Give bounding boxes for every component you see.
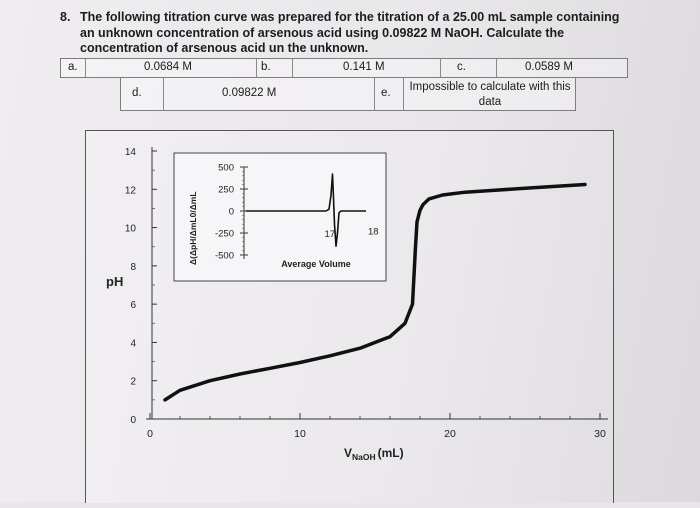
options-row-2	[120, 77, 576, 111]
question-text: The following titration curve was prepared for the titration of a 25.00 mL sample containing an unknown concentration of arsenous acid using 0.09822 M NaOH. Calculate the concentration of arsenous acid un the unknown.	[80, 10, 620, 55]
option-c-label: c.	[457, 61, 466, 73]
option-d-value-cell	[164, 78, 375, 110]
inset-y-tick-label: 250	[218, 184, 234, 196]
inset-y-tick-label: -500	[214, 250, 234, 262]
inset-annotation-18: 18	[368, 226, 379, 238]
titration-chart	[86, 131, 613, 503]
option-a-label: a.	[68, 61, 78, 73]
option-b-label: b.	[261, 61, 271, 73]
option-e-label: e.	[381, 87, 391, 99]
main-x-tick-label: 30	[594, 428, 606, 440]
main-y-tick-label: 10	[124, 223, 136, 235]
inset-y-tick-label: 0	[228, 206, 234, 218]
main-x-tick-label: 20	[444, 428, 456, 440]
option-c-value: 0.0589 M	[525, 61, 573, 73]
main-x-axis-label: $V_{NaOH}$ (mL)	[344, 446, 404, 462]
inset-x-axis-label: Average Volume	[281, 259, 351, 269]
option-a-value: 0.0684 M	[144, 61, 192, 73]
main-x-ticks	[147, 413, 606, 440]
option-a-label-cell	[61, 59, 86, 77]
option-c-value-cell	[497, 59, 626, 77]
main-y-tick-label: 0	[130, 415, 136, 426]
inset-y-tick-label: -250	[214, 228, 234, 240]
inset-chart	[174, 153, 386, 281]
question-number: 8.	[60, 10, 71, 24]
main-x-tick-label: 0	[147, 428, 153, 440]
main-y-tick-label: 12	[124, 185, 136, 197]
inset-y-axis-label: Δ(ΔpH/ΔmL0/ΔmL	[188, 191, 198, 265]
option-d-value: 0.09822 M	[222, 87, 277, 99]
inset-box	[174, 153, 386, 281]
option-e-label-cell	[375, 78, 404, 110]
main-y-tick-label: 14	[124, 147, 136, 158]
main-y-tick-label: 6	[130, 300, 136, 312]
option-d-label-cell	[121, 78, 164, 110]
option-b-value-cell	[293, 59, 441, 77]
option-a-value-cell	[86, 59, 257, 77]
main-y-axis-label: pH	[106, 274, 124, 289]
main-y-tick-label: 2	[130, 376, 136, 388]
option-b-label-cell	[257, 59, 293, 77]
inset-annotation-17: 17	[324, 229, 336, 240]
options-row-1	[60, 58, 628, 78]
inset-y-tick-label: 500	[218, 162, 234, 174]
answer-options	[60, 58, 626, 110]
option-e-value: Impossible to calculate with this data	[409, 81, 571, 108]
option-d-label: d.	[132, 87, 142, 99]
option-c-label-cell	[441, 59, 497, 77]
option-b-value: 0.141 M	[343, 61, 385, 73]
main-y-tick-label: 4	[130, 338, 136, 350]
main-x-tick-label: 10	[294, 428, 306, 440]
main-y-tick-label: 8	[130, 261, 136, 273]
chart-frame	[85, 130, 614, 503]
option-e-value-cell	[404, 78, 574, 110]
